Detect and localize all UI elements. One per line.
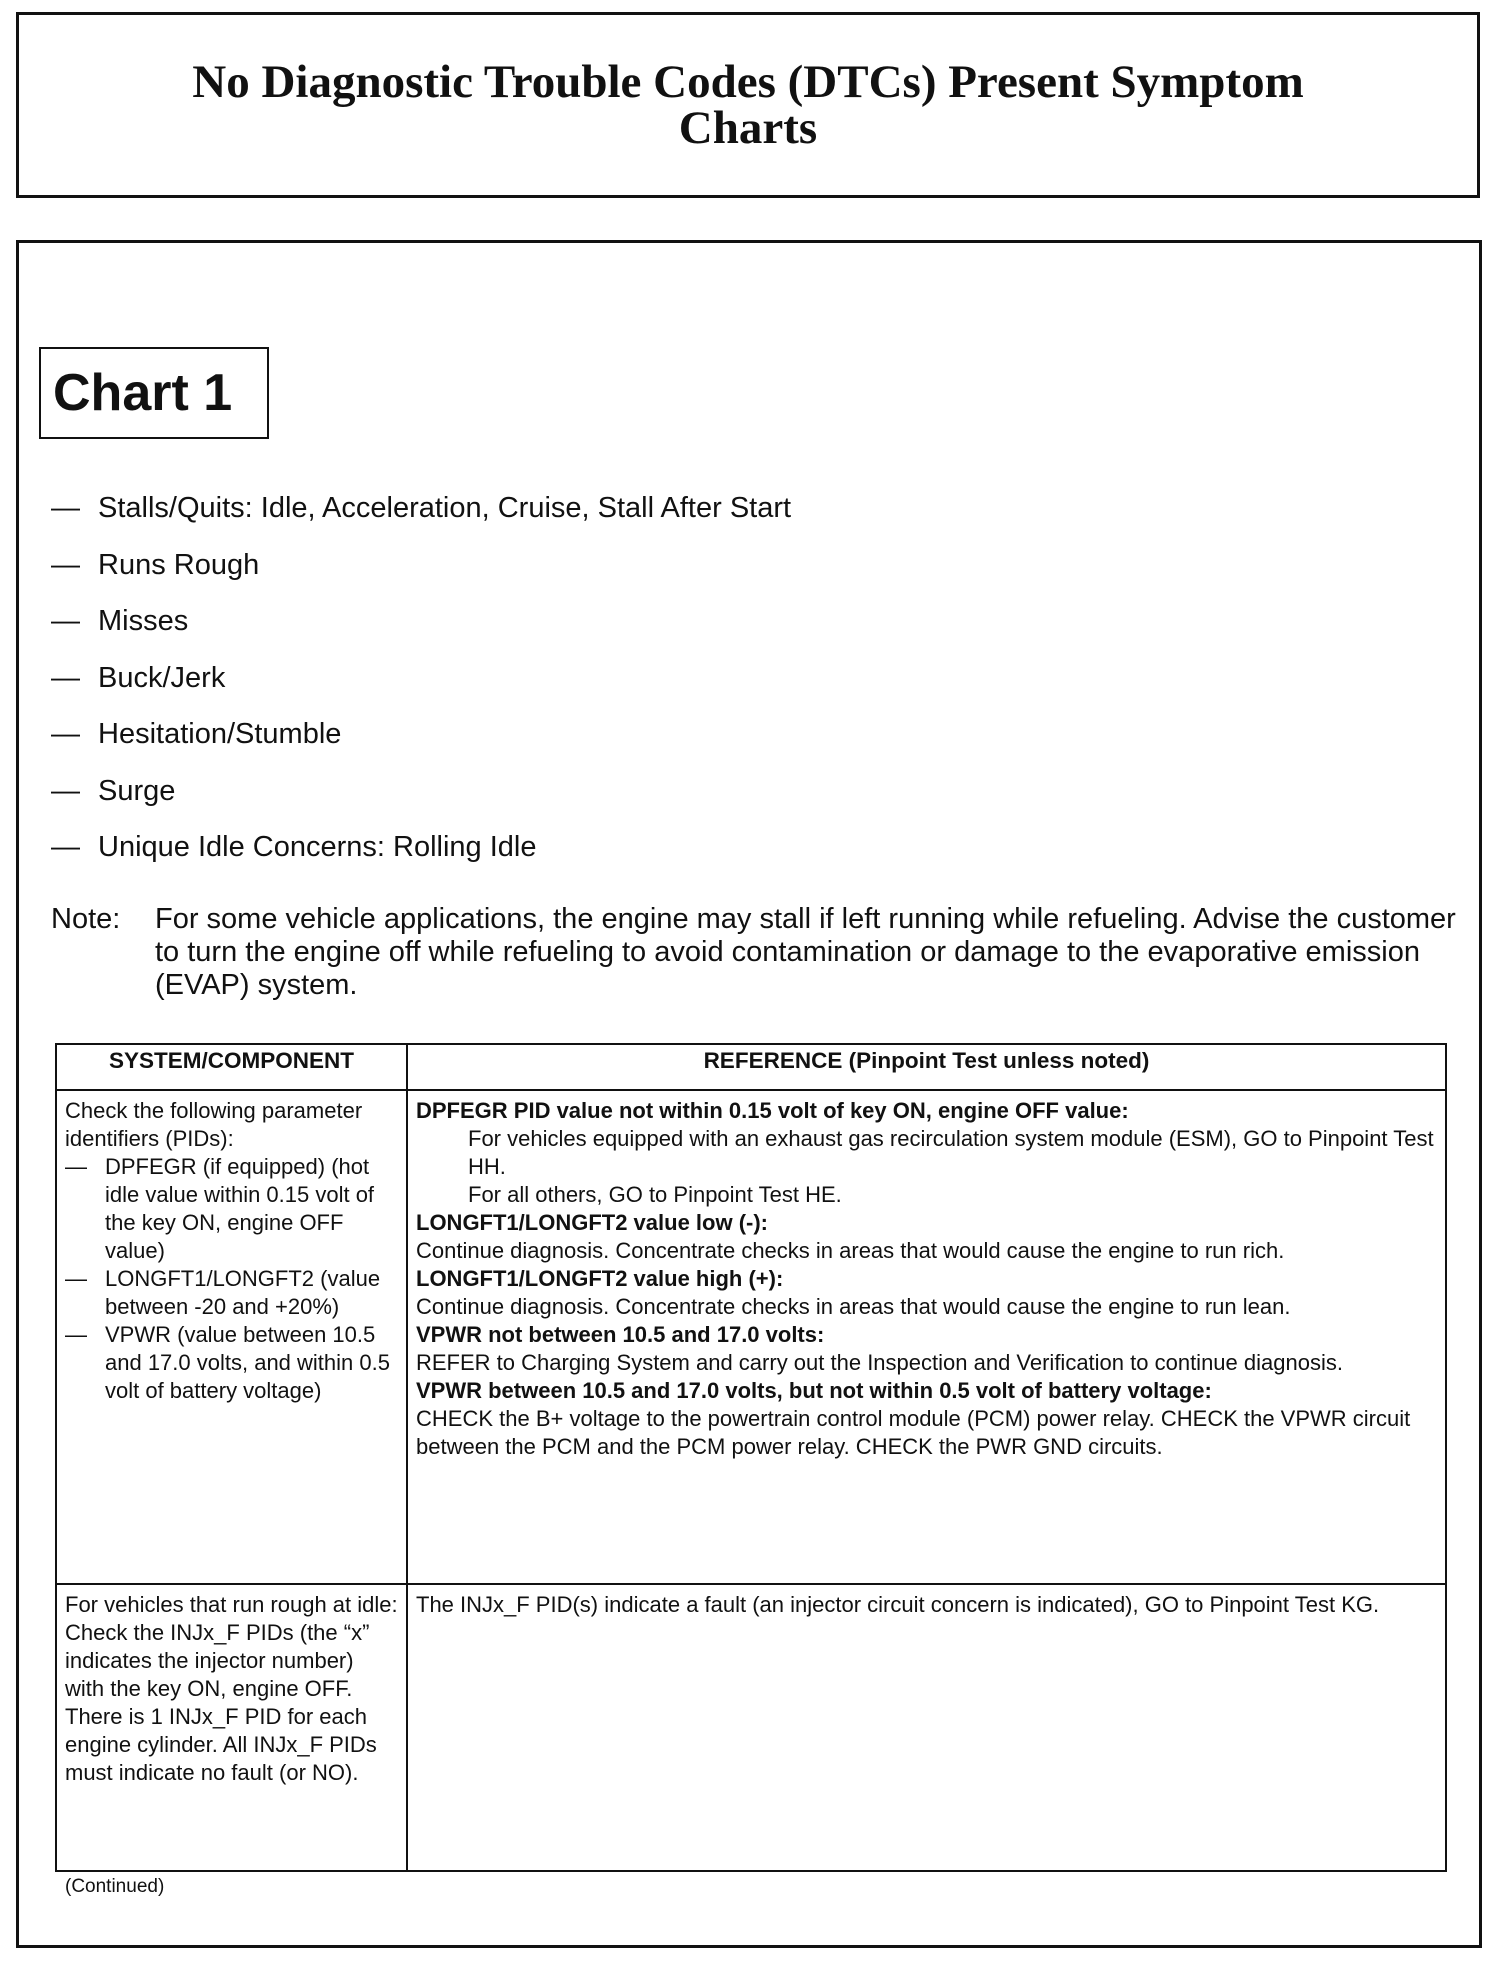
column-header-reference: REFERENCE (Pinpoint Test unless noted) <box>407 1044 1446 1090</box>
reference-heading: VPWR between 10.5 and 17.0 volts, but not within 0.5 volt of battery voltage: <box>416 1378 1212 1403</box>
reference-text: REFER to Charging System and carry out the Inspection and Verification to continue diagnosis. <box>416 1350 1343 1375</box>
pid-item: — LONGFT1/LONGFT2 (value between -20 and +20%) <box>65 1266 381 1319</box>
reference-text: For vehicles equipped with an exhaust gas recirculation system module (ESM), GO to Pinpoint Test HH. <box>468 1126 1434 1179</box>
reference-heading: DPFEGR PID value not within 0.15 volt of key ON, engine OFF value: <box>416 1098 1129 1123</box>
page-title-line2: Charts <box>678 102 818 154</box>
symptom-item: — Buck/Jerk <box>51 661 791 718</box>
reference-cell <box>407 1090 1446 1584</box>
system-cell: For vehicles that run rough at idle: Check the INJx_F PIDs (the “x” indicates the injector number) with the key ON, engine OFF. There is 1 INJx_F PID for each engine cylinder. All INJx_F PIDs must indicate no fault (or NO). <box>56 1584 407 1871</box>
dash-mark: — <box>51 492 80 524</box>
dash-mark: — <box>51 774 80 807</box>
symptom-item: — Hesitation/Stumble <box>51 717 791 774</box>
symptom-item: — Stalls/Quits: Idle, Acceleration, Cruise, Stall After Start <box>51 491 791 548</box>
system-cell: Check the following parameter identifiers (PIDs): — DPFEGR (if equipped) (hot idle value within 0.15 volt of the key ON, engine OFF value) — LONGFT1/LONGFT2 (value between -20 and +20%) — VPWR (value between 10.5 and 17.0 volts, and within 0.5 volt of battery voltage) <box>56 1090 407 1584</box>
note <box>51 903 1461 1002</box>
reference-heading: LONGFT1/LONGFT2 value low (-): <box>416 1210 768 1235</box>
dash-mark: — <box>51 831 80 863</box>
chart-section <box>16 240 1482 1948</box>
dash-mark: — <box>51 605 80 637</box>
symptom-item: — Surge <box>51 774 791 831</box>
dash-mark: — <box>51 548 80 581</box>
chart-label: Chart 1 <box>39 347 269 439</box>
continued-label: (Continued) <box>65 1876 165 1897</box>
pid-item: — DPFEGR (if equipped) (hot idle value within 0.15 volt of the key ON, engine OFF value) <box>65 1154 375 1263</box>
symptom-item: — Unique Idle Concerns: Rolling Idle <box>51 830 791 887</box>
page-title-line1: No Diagnostic Trouble Codes (DTCs) Present Symptom <box>192 56 1304 108</box>
symptom-table <box>55 1043 1447 1872</box>
reference-text: Continue diagnosis. Concentrate checks in areas that would cause the engine to run rich. <box>416 1238 1285 1263</box>
reference-cell: The INJx_F PID(s) indicate a fault (an injector circuit concern is indicated), GO to Pinpoint Test KG. <box>407 1584 1446 1871</box>
dash-mark: — <box>51 718 80 750</box>
column-header-system: SYSTEM/COMPONENT <box>56 1044 407 1090</box>
reference-text: For all others, GO to Pinpoint Test HE. <box>468 1182 842 1207</box>
reference-heading: LONGFT1/LONGFT2 value high (+): <box>416 1266 784 1291</box>
symptom-item: — Misses <box>51 604 791 661</box>
dash-mark: — <box>51 661 80 694</box>
reference-text: CHECK the B+ voltage to the powertrain control module (PCM) power relay. CHECK the VPWR circuit between the PCM and the PCM power relay. CHECK the PWR GND circuits. <box>416 1406 1411 1459</box>
reference-text: Continue diagnosis. Concentrate checks in areas that would cause the engine to run lean. <box>416 1294 1291 1319</box>
table-row <box>56 1090 1446 1584</box>
page-title-box <box>16 12 1480 198</box>
note-text: For some vehicle applications, the engine may stall if left running while refueling. Advise the customer to turn the engine off while refueling to avoid contamination or damage to the evaporative emission (EVAP) system. <box>155 903 1456 1001</box>
pid-item: — VPWR (value between 10.5 and 17.0 volts, and within 0.5 volt of battery voltage) <box>65 1322 390 1403</box>
symptom-item: — Runs Rough <box>51 548 791 605</box>
table-row <box>56 1584 1446 1871</box>
reference-heading: VPWR not between 10.5 and 17.0 volts: <box>416 1322 825 1347</box>
symptom-list <box>51 491 791 887</box>
note-label: Note: <box>51 903 121 935</box>
